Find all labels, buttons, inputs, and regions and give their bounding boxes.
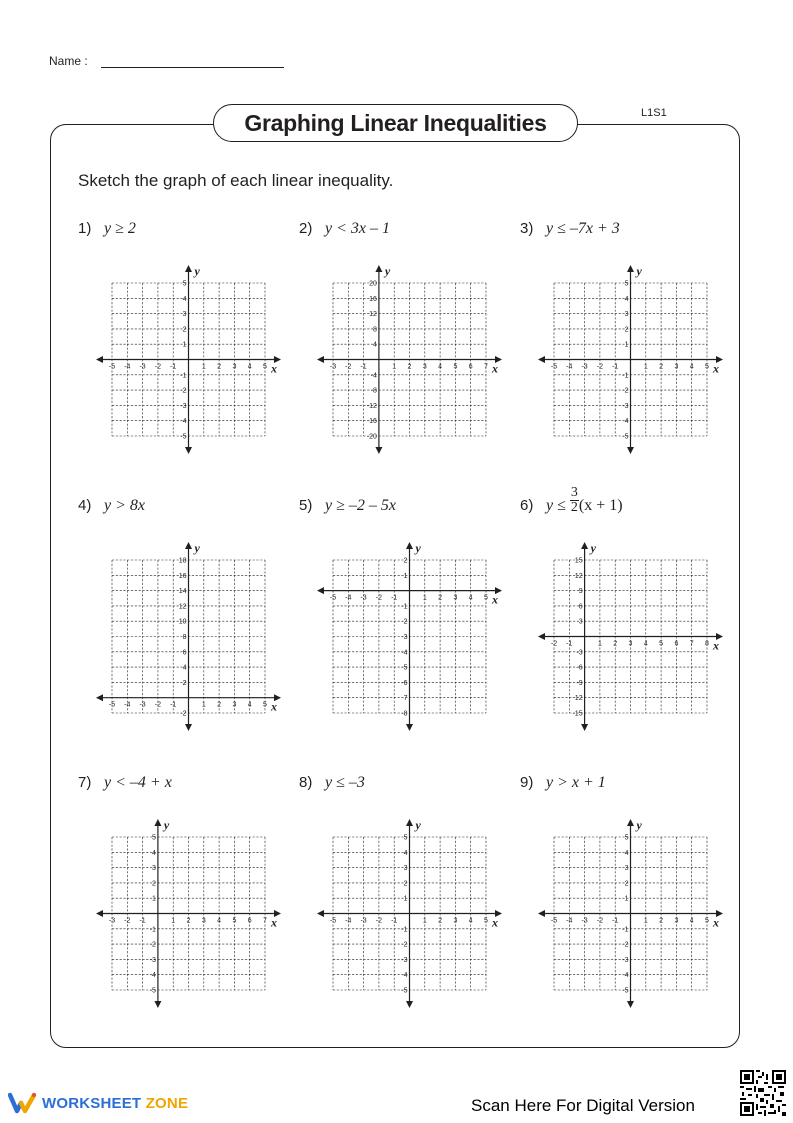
x-tick-label: -2 xyxy=(124,917,131,925)
y-tick-label: 4 xyxy=(403,849,408,857)
y-tick-label: 2 xyxy=(182,326,187,334)
worksheetzone-logo-icon xyxy=(8,1092,38,1114)
x-tick-label: -4 xyxy=(345,594,352,602)
x-tick-label: 4 xyxy=(689,363,694,371)
x-tick-label: -4 xyxy=(124,701,131,709)
x-tick-label: 2 xyxy=(659,917,664,925)
y-tick-label: 4 xyxy=(182,664,187,672)
x-tick-label: -4 xyxy=(124,363,131,371)
x-tick-label: -5 xyxy=(550,917,558,925)
y-tick-label: -6 xyxy=(576,664,583,672)
x-tick-label: 4 xyxy=(247,701,252,709)
x-tick-label: 4 xyxy=(217,917,222,925)
y-tick-label: -9 xyxy=(576,679,583,687)
y-tick-label: -7 xyxy=(401,695,408,703)
x-axis-label: x xyxy=(271,361,277,376)
y-tick-label: -1 xyxy=(401,603,408,611)
y-axis-arrow-up xyxy=(627,819,634,826)
x-tick-label: 1 xyxy=(643,917,648,925)
y-tick-label: 8 xyxy=(182,634,187,641)
x-tick-label: 2 xyxy=(186,917,191,925)
qr-code-icon[interactable] xyxy=(740,1070,786,1116)
fraction xyxy=(570,486,579,515)
y-tick-label: 5 xyxy=(182,280,187,288)
problem-equation-post: (x + 1) xyxy=(578,497,623,514)
x-tick-label: 2 xyxy=(407,363,412,371)
x-tick-label: 1 xyxy=(171,917,176,925)
x-tick-label: 1 xyxy=(643,363,648,371)
x-tick-label: 5 xyxy=(705,917,709,925)
x-tick-label: 1 xyxy=(422,917,427,925)
problem-number: 2) xyxy=(299,220,313,237)
problem-equation: y < 3x – 1 xyxy=(325,220,390,237)
x-tick-label: 5 xyxy=(484,594,488,602)
coordinate-grid-1[interactable] xyxy=(96,265,286,455)
fraction-numerator: 3 xyxy=(570,484,578,500)
y-tick-label: 8 xyxy=(372,326,377,334)
x-axis-label: x xyxy=(713,361,719,376)
x-tick-label: 3 xyxy=(628,640,633,648)
y-tick-label: 5 xyxy=(403,834,408,842)
x-tick-label: -1 xyxy=(612,363,619,371)
problem-equation: y ≥ –2 – 5x xyxy=(325,497,396,514)
y-axis-label: y xyxy=(415,818,421,832)
y-tick-label: -5 xyxy=(401,987,408,995)
y-tick-label: 3 xyxy=(403,865,408,873)
instructions: Sketch the graph of each linear inequality. xyxy=(78,171,394,190)
y-tick-label: 4 xyxy=(372,341,377,349)
y-tick-label: -3 xyxy=(149,956,156,964)
y-tick-label: -2 xyxy=(401,941,408,949)
y-tick-label: -2 xyxy=(622,941,629,949)
x-axis-arrow-left xyxy=(538,910,545,917)
y-tick-label: 4 xyxy=(624,849,629,857)
x-tick-label: -1 xyxy=(612,917,619,925)
problem-9 xyxy=(520,774,606,792)
x-axis-label: x xyxy=(713,638,719,653)
x-tick-label: 3 xyxy=(674,363,679,371)
y-tick-label: 12 xyxy=(178,603,187,611)
y-axis-arrow-down xyxy=(154,1001,161,1008)
y-tick-label: -4 xyxy=(180,418,187,426)
y-axis-arrow-up xyxy=(185,542,192,549)
y-axis-arrow-up xyxy=(581,542,588,549)
x-tick-label: 3 xyxy=(232,701,237,709)
y-tick-label: 1 xyxy=(403,895,408,903)
y-axis-label: y xyxy=(590,541,596,555)
problem-7 xyxy=(78,774,172,792)
x-tick-label: 2 xyxy=(659,363,664,371)
problem-equation: y ≥ 2 xyxy=(104,220,136,237)
y-tick-label: -8 xyxy=(401,710,408,718)
x-tick-label: -1 xyxy=(360,363,367,371)
x-axis-label: x xyxy=(492,361,498,376)
y-tick-label: -8 xyxy=(370,387,377,395)
x-tick-label: 1 xyxy=(422,594,427,602)
x-tick-label: 2 xyxy=(217,701,222,709)
x-tick-label: -1 xyxy=(391,594,398,602)
coordinate-grid-9[interactable] xyxy=(538,819,728,1009)
x-axis-arrow-left xyxy=(317,356,324,363)
problem-equation: y ≤ –3 xyxy=(325,774,365,791)
x-axis-arrow-left xyxy=(96,694,103,701)
x-tick-label: 3 xyxy=(201,917,206,925)
y-tick-label: 1 xyxy=(624,895,629,903)
x-tick-label: 3 xyxy=(674,917,679,925)
x-tick-label: 4 xyxy=(438,363,443,371)
y-tick-label: 3 xyxy=(624,311,629,319)
x-tick-label: -4 xyxy=(566,917,573,925)
x-tick-label: 3 xyxy=(453,917,458,925)
y-tick-label: 3 xyxy=(151,865,156,873)
y-tick-label: 1 xyxy=(403,572,408,580)
x-tick-label: -2 xyxy=(596,917,604,925)
y-tick-label: 4 xyxy=(182,295,187,303)
x-axis-arrow-left xyxy=(538,633,545,640)
y-tick-label: -1 xyxy=(622,926,629,934)
y-tick-label: 2 xyxy=(182,679,187,687)
x-tick-label: 4 xyxy=(689,917,694,925)
y-tick-label: 2 xyxy=(403,557,408,565)
y-axis-arrow-down xyxy=(185,447,192,454)
y-axis-arrow-down xyxy=(627,1001,634,1008)
x-axis-arrow-left xyxy=(317,587,324,594)
y-tick-label: 18 xyxy=(178,557,187,565)
y-tick-label: -5 xyxy=(622,433,629,441)
y-tick-label: 6 xyxy=(182,649,187,657)
x-tick-label: 3 xyxy=(232,363,237,371)
y-tick-label: 5 xyxy=(151,834,156,842)
y-axis-arrow-up xyxy=(375,265,382,272)
y-tick-label: 15 xyxy=(574,557,583,565)
y-tick-label: 12 xyxy=(369,311,377,319)
x-tick-label: -3 xyxy=(360,594,367,602)
y-axis-arrow-up xyxy=(627,265,634,272)
y-axis-label: y xyxy=(636,818,642,832)
problem-equation: y > x + 1 xyxy=(546,774,606,791)
y-tick-label: 5 xyxy=(624,834,629,842)
x-tick-label: -2 xyxy=(596,363,604,371)
x-tick-label: -1 xyxy=(566,640,573,648)
x-tick-label: 6 xyxy=(468,363,473,371)
y-axis-label: y xyxy=(636,264,642,278)
x-tick-label: -2 xyxy=(154,363,162,371)
y-tick-label: -12 xyxy=(366,402,377,410)
x-tick-label: -5 xyxy=(329,594,337,602)
x-tick-label: 6 xyxy=(247,917,252,925)
y-axis-arrow-up xyxy=(406,542,413,549)
y-axis-label: y xyxy=(194,541,200,555)
y-tick-label: -15 xyxy=(572,710,583,718)
x-tick-label: -1 xyxy=(391,917,398,925)
x-tick-label: 2 xyxy=(217,363,222,371)
y-tick-label: -5 xyxy=(149,987,156,995)
y-tick-label: -4 xyxy=(370,372,377,380)
x-axis-arrow-left xyxy=(96,910,103,917)
y-tick-label: -2 xyxy=(622,387,629,395)
name-label: Name : xyxy=(49,54,88,68)
y-tick-label: 5 xyxy=(624,280,629,288)
y-tick-label: -1 xyxy=(180,372,187,380)
problem-number: 7) xyxy=(78,774,92,791)
x-tick-label: 8 xyxy=(705,640,709,648)
x-tick-label: 4 xyxy=(247,363,252,371)
y-tick-label: -3 xyxy=(622,956,629,964)
y-tick-label: 1 xyxy=(182,341,187,349)
y-tick-label: -1 xyxy=(401,926,408,934)
y-axis-arrow-up xyxy=(185,265,192,272)
y-tick-label: -4 xyxy=(401,649,408,657)
x-axis-label: x xyxy=(713,915,719,930)
y-tick-label: -3 xyxy=(622,402,629,410)
problem-1 xyxy=(78,220,136,238)
problem-number: 4) xyxy=(78,497,92,514)
y-tick-label: -16 xyxy=(366,418,377,426)
y-tick-label: 12 xyxy=(574,572,583,580)
x-tick-label: 2 xyxy=(438,917,443,925)
worksheet-title xyxy=(213,104,578,142)
x-tick-label: -2 xyxy=(154,701,162,709)
y-tick-label: -2 xyxy=(180,710,187,718)
x-tick-label: 7 xyxy=(263,917,267,925)
x-axis-arrow-left xyxy=(538,356,545,363)
problem-number: 9) xyxy=(520,774,534,791)
y-tick-label: -4 xyxy=(622,418,629,426)
x-tick-label: 2 xyxy=(438,594,443,602)
x-tick-label: -3 xyxy=(329,363,337,371)
scan-text: Scan Here For Digital Version xyxy=(471,1096,695,1115)
y-tick-label: 3 xyxy=(578,618,583,626)
y-tick-label: -5 xyxy=(622,987,629,995)
y-axis-label: y xyxy=(194,264,200,278)
x-axis-label: x xyxy=(271,915,277,930)
y-tick-label: -20 xyxy=(366,433,377,441)
problem-4 xyxy=(78,497,145,515)
x-tick-label: -3 xyxy=(581,917,588,925)
coordinate-grid-6[interactable] xyxy=(538,542,728,732)
name-line[interactable] xyxy=(101,67,284,68)
x-axis-arrow-left xyxy=(96,356,103,363)
y-axis-arrow-up xyxy=(154,819,161,826)
y-tick-label: -3 xyxy=(401,634,408,641)
x-tick-label: -2 xyxy=(375,917,383,925)
coordinate-grid-7[interactable] xyxy=(96,819,286,1009)
title-text: Graphing Linear Inequalities xyxy=(244,109,547,136)
y-tick-label: -2 xyxy=(149,941,156,949)
problem-equation-pre: y ≤ xyxy=(546,497,570,514)
y-tick-label: 4 xyxy=(624,295,629,303)
y-axis-label: y xyxy=(384,264,391,278)
x-tick-label: 6 xyxy=(674,640,679,648)
x-tick-label: -2 xyxy=(375,594,383,602)
x-tick-label: 2 xyxy=(613,640,618,648)
x-tick-label: 5 xyxy=(263,701,267,709)
problem-number: 3) xyxy=(520,220,534,237)
problem-equation: y ≤ –7x + 3 xyxy=(546,220,620,237)
x-tick-label: -3 xyxy=(139,363,146,371)
y-tick-label: 3 xyxy=(182,311,187,319)
y-axis-arrow-down xyxy=(406,1001,413,1008)
x-tick-label: 5 xyxy=(705,363,709,371)
x-tick-label: -5 xyxy=(550,363,558,371)
x-tick-label: 4 xyxy=(643,640,648,648)
x-tick-label: 1 xyxy=(392,363,397,371)
x-tick-label: 5 xyxy=(232,917,237,925)
y-axis-label: y xyxy=(163,818,170,832)
brand-name xyxy=(42,1095,188,1112)
x-tick-label: 5 xyxy=(484,917,488,925)
x-tick-label: -1 xyxy=(170,701,177,709)
worksheet-code: L1S1 xyxy=(641,107,667,119)
problem-2 xyxy=(299,220,390,238)
x-tick-label: 4 xyxy=(468,594,473,602)
y-tick-label: 2 xyxy=(624,880,629,888)
x-tick-label: -5 xyxy=(108,701,116,709)
y-tick-label: 3 xyxy=(624,865,629,873)
x-tick-label: 7 xyxy=(689,640,694,648)
x-tick-label: 3 xyxy=(453,594,458,602)
y-tick-label: 20 xyxy=(369,280,377,288)
y-tick-label: 2 xyxy=(151,880,156,888)
problem-number: 1) xyxy=(78,220,92,237)
problem-number: 8) xyxy=(299,774,313,791)
x-tick-label: -2 xyxy=(345,363,352,371)
y-tick-label: -4 xyxy=(622,972,629,980)
y-tick-label: -5 xyxy=(401,664,408,672)
y-tick-label: 1 xyxy=(151,895,156,903)
y-tick-label: -4 xyxy=(401,972,408,980)
x-tick-label: 5 xyxy=(659,640,664,648)
y-tick-label: -1 xyxy=(622,372,629,380)
x-tick-label: 3 xyxy=(422,363,427,371)
y-tick-label: -12 xyxy=(572,695,583,703)
y-tick-label: -4 xyxy=(149,972,156,980)
brand-name-part2: ZONE xyxy=(145,1094,189,1112)
problem-6 xyxy=(520,484,623,515)
problem-number: 6) xyxy=(520,497,534,514)
problem-8 xyxy=(299,774,365,792)
y-tick-label: 10 xyxy=(178,618,187,626)
y-tick-label: -2 xyxy=(180,387,187,395)
x-tick-label: -4 xyxy=(345,917,352,925)
y-tick-label: -6 xyxy=(401,679,408,687)
x-tick-label: -3 xyxy=(360,917,367,925)
y-tick-label: -2 xyxy=(401,618,408,626)
y-tick-label: 2 xyxy=(403,880,408,888)
x-tick-label: -3 xyxy=(108,917,116,925)
y-tick-label: -3 xyxy=(180,402,187,410)
problem-3 xyxy=(520,220,620,238)
coordinate-grid-2[interactable] xyxy=(317,265,507,455)
y-axis-arrow-down xyxy=(581,724,588,731)
y-tick-label: 16 xyxy=(369,295,377,303)
x-tick-label: 1 xyxy=(201,363,206,371)
x-tick-label: -4 xyxy=(566,363,573,371)
y-tick-label: 6 xyxy=(578,603,583,611)
coordinate-grid-4[interactable] xyxy=(96,542,286,732)
y-tick-label: 16 xyxy=(178,572,187,580)
y-tick-label: 14 xyxy=(178,588,187,596)
x-tick-label: 4 xyxy=(468,917,473,925)
y-tick-label: 4 xyxy=(151,849,156,857)
y-axis-arrow-down xyxy=(375,447,382,454)
y-tick-label: -1 xyxy=(149,926,156,934)
fraction-denominator: 2 xyxy=(570,499,578,515)
y-axis-arrow-down xyxy=(185,724,192,731)
x-tick-label: -5 xyxy=(108,363,116,371)
y-axis-arrow-down xyxy=(627,447,634,454)
x-tick-label: 7 xyxy=(484,363,488,371)
y-tick-label: -3 xyxy=(401,956,408,964)
y-tick-label: 1 xyxy=(624,341,629,349)
y-tick-label: -5 xyxy=(180,433,187,441)
footer-logo[interactable] xyxy=(8,1092,188,1114)
y-axis-arrow-up xyxy=(406,819,413,826)
x-tick-label: 1 xyxy=(597,640,602,648)
problem-equation: y < –4 + x xyxy=(104,774,172,791)
x-axis-label: x xyxy=(492,915,498,930)
problem-equation: y > 8x xyxy=(104,497,145,514)
coordinate-grid-8[interactable] xyxy=(317,819,507,1009)
x-tick-label: -3 xyxy=(581,363,588,371)
x-axis-label: x xyxy=(271,699,277,714)
y-axis-arrow-down xyxy=(406,724,413,731)
x-tick-label: 5 xyxy=(263,363,267,371)
x-tick-label: -2 xyxy=(550,640,558,648)
y-tick-label: 2 xyxy=(624,326,629,334)
brand-name-part1: WORKSHEET xyxy=(42,1094,142,1112)
x-tick-label: -3 xyxy=(139,701,146,709)
x-axis-label: x xyxy=(492,592,498,607)
x-tick-label: 1 xyxy=(201,701,206,709)
y-tick-label: -3 xyxy=(576,649,583,657)
coordinate-grid-3[interactable] xyxy=(538,265,728,455)
problem-number: 5) xyxy=(299,497,313,514)
x-tick-label: -1 xyxy=(139,917,146,925)
coordinate-grid-5[interactable] xyxy=(317,542,507,732)
x-tick-label: -1 xyxy=(170,363,177,371)
x-tick-label: 5 xyxy=(453,363,458,371)
x-axis-arrow-left xyxy=(317,910,324,917)
problem-5 xyxy=(299,497,396,515)
y-axis-label: y xyxy=(415,541,421,555)
x-tick-label: -5 xyxy=(329,917,337,925)
y-tick-label: 9 xyxy=(578,588,583,596)
